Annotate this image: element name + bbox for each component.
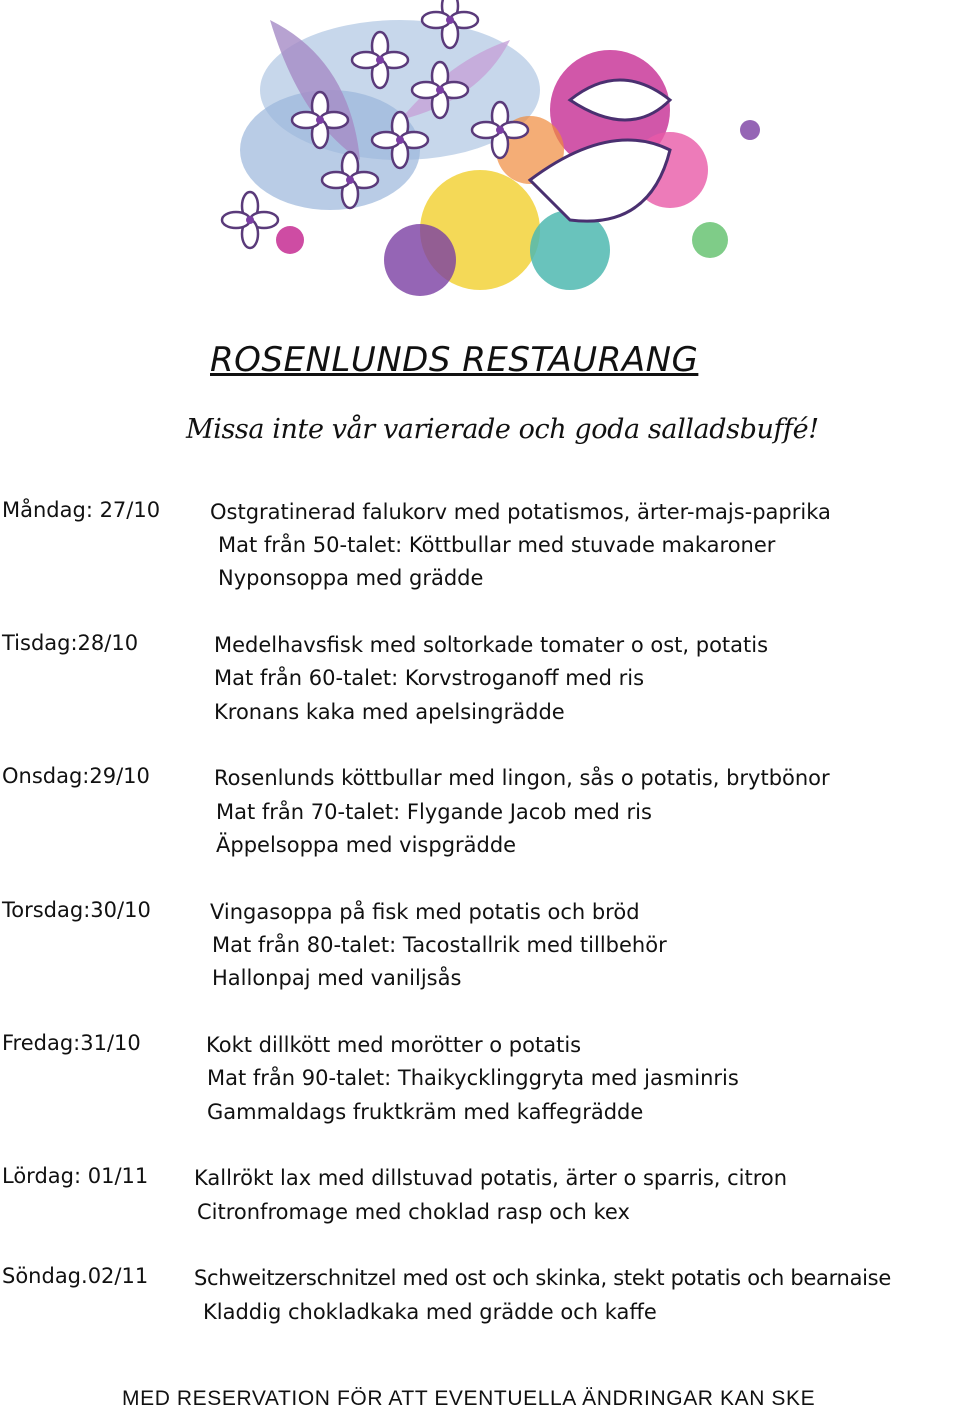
dish-monday-2: Mat från 50-talet: Köttbullar med stuvade makaroner [218, 533, 776, 557]
page-title: ROSENLUNDS RESTAURANG [210, 340, 699, 380]
dish-saturday-1: Kallrökt lax med dillstuvad potatis, ärter o sparris, citron [194, 1166, 788, 1190]
dish-wednesday-2: Mat från 70-talet: Flygande Jacob med ris [216, 800, 652, 824]
reservation-notice: MED RESERVATION FÖR ATT EVENTUELLA ÄNDRINGAR KAN SKE [122, 1387, 816, 1410]
dish-thursday-2: Mat från 80-talet: Tacostallrik med tillbehör [212, 933, 667, 957]
dish-friday-2: Mat från 90-talet: Thaikycklinggryta med jasminris [207, 1066, 739, 1090]
dish-monday-1: Ostgratinerad falukorv med potatismos, ärter-majs-paprika [210, 500, 831, 524]
dish-tuesday-1: Medelhavsfisk med soltorkade tomater o ost, potatis [214, 633, 769, 657]
dish-wednesday-3: Äppelsoppa med vispgrädde [216, 833, 517, 857]
day-label-saturday: Lördag: 01/11 [2, 1164, 149, 1188]
day-label-wednesday: Onsdag:29/10 [2, 764, 150, 788]
dish-thursday-1: Vingasoppa på fisk med potatis och bröd [210, 900, 640, 924]
day-label-friday: Fredag:31/10 [2, 1031, 141, 1055]
dish-monday-3: Nyponsoppa med grädde [218, 566, 484, 590]
day-label-tuesday: Tisdag:28/10 [2, 631, 139, 655]
dish-friday-3: Gammaldags fruktkräm med kaffegrädde [207, 1100, 644, 1124]
dish-wednesday-1: Rosenlunds köttbullar med lingon, sås o potatis, brytbönor [214, 766, 830, 790]
dish-tuesday-2: Mat från 60-talet: Korvstroganoff med ris [214, 666, 645, 690]
dish-saturday-2: Citronfromage med choklad rasp och kex [197, 1200, 630, 1224]
day-label-monday: Måndag: 27/10 [2, 498, 161, 522]
day-label-sunday: Söndag.02/11 [2, 1264, 149, 1288]
dish-friday-1: Kokt dillkött med morötter o potatis [206, 1033, 582, 1057]
salad-buffet-tagline: Missa inte vår varierade och goda salladsbuffé! [186, 414, 819, 445]
dish-sunday-1: Schweitzerschnitzel med ost och skinka, stekt potatis och bearnaise [194, 1266, 891, 1290]
dish-thursday-3: Hallonpaj med vaniljsås [212, 966, 462, 990]
dish-sunday-2: Kladdig chokladkaka med grädde och kaffe [203, 1300, 657, 1324]
flower-splash-illustration [150, 0, 790, 320]
dish-tuesday-3: Kronans kaka med apelsingrädde [214, 700, 565, 724]
day-label-thursday: Torsdag:30/10 [2, 898, 151, 922]
